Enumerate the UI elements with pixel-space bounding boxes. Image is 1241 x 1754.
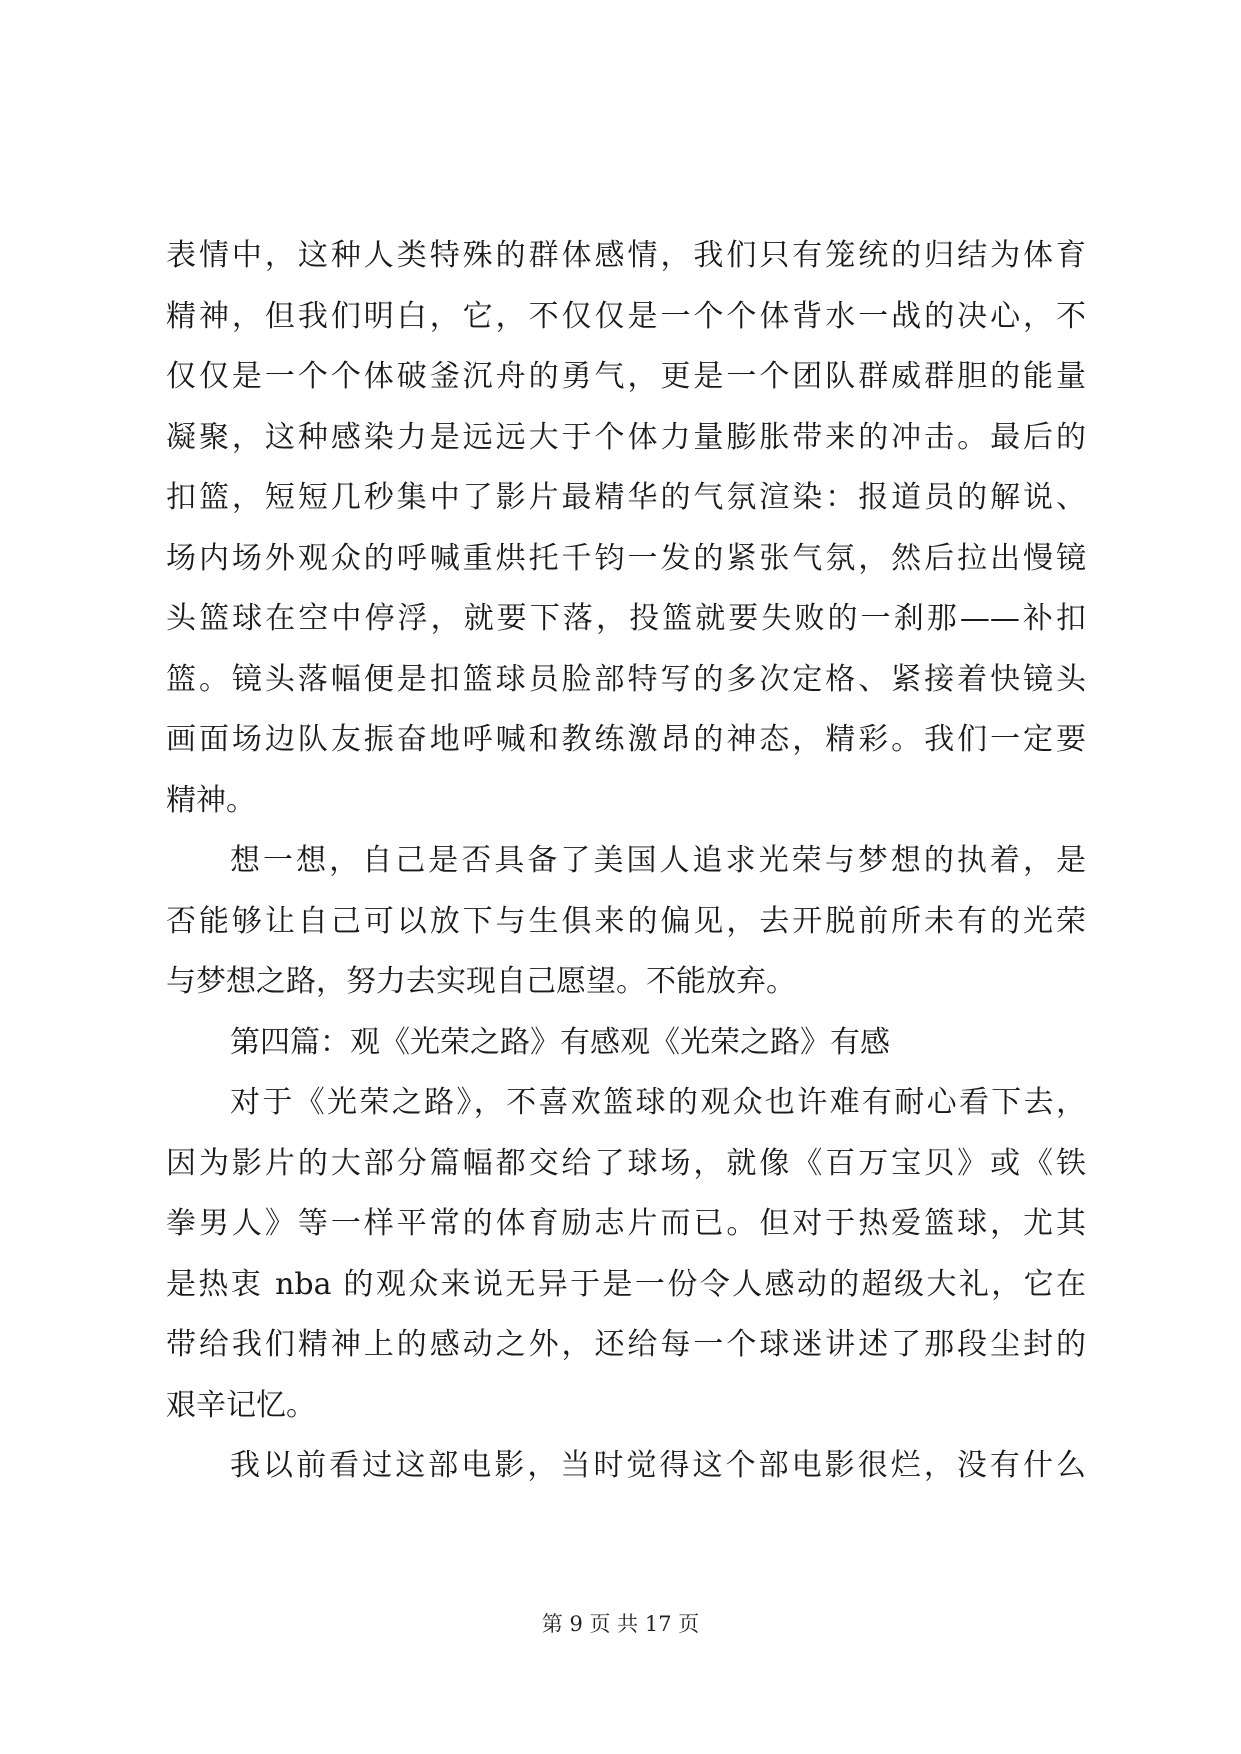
text-line: 拳男人》等一样平常的体育励志片而已。但对于热爱篮球，尤其 bbox=[166, 1206, 1086, 1241]
text-line: 我以前看过这部电影，当时觉得这个部电影很烂，没有什么 bbox=[230, 1448, 1086, 1483]
text-line: 与梦想之路，努力去实现自己愿望。不能放弃。 bbox=[166, 964, 796, 999]
text-line: 因为影片的大部分篇幅都交给了球场，就像《百万宝贝》或《铁 bbox=[166, 1145, 1086, 1181]
text-line: 篮。镜头落幅便是扣篮球员脸部特写的多次定格、紧接着快镜头 bbox=[166, 661, 1086, 697]
section-heading bbox=[166, 1013, 1086, 1074]
text-line: 否能够让自己可以放下与生俱来的偏见，去开脱前所未有的光荣 bbox=[166, 903, 1086, 939]
text-line: 扣篮，短短几秒集中了影片最精华的气氛渲染：报道员的解说、 bbox=[166, 480, 1086, 515]
text-line: 表情中，这种人类特殊的群体感情，我们只有笼统的归结为体育 bbox=[166, 238, 1086, 273]
text-line: 是热衷 nba 的观众来说无异于是一份令人感动的超级大礼，它在 bbox=[166, 1266, 1086, 1302]
paragraph-5 bbox=[166, 1436, 1086, 1497]
text-line: 画面场边队友振奋地呼喊和教练激昂的神态，精彩。我们一定要 bbox=[166, 722, 1086, 757]
text-line: 凝聚，这种感染力是远远大于个体力量膨胀带来的冲击。最后的 bbox=[166, 419, 1086, 455]
text-line: 精神。 bbox=[166, 782, 256, 818]
page-number-footer: 第 9 页 共 17 页 bbox=[541, 1612, 700, 1636]
text-line: 想一想，自己是否具备了美国人追求光荣与梦想的执着，是 bbox=[230, 843, 1086, 878]
paragraph-4 bbox=[166, 1073, 1086, 1436]
paragraph-1 bbox=[166, 226, 1086, 831]
document-body bbox=[166, 226, 1086, 1497]
text-line: 头篮球在空中停浮，就要下落，投篮就要失败的一刹那——补扣 bbox=[166, 601, 1086, 636]
text-line: 艰辛记忆。 bbox=[166, 1387, 316, 1423]
text-line: 精神，但我们明白，它，不仅仅是一个个体背水一战的决心，不 bbox=[166, 298, 1086, 334]
text-line: 对于《光荣之路》，不喜欢篮球的观众也许难有耐心看下去， bbox=[230, 1085, 1086, 1120]
heading-line: 第四篇：观《光荣之路》有感观《光荣之路》有感 bbox=[230, 1024, 890, 1060]
text-line: 场内场外观众的呼喊重烘托千钧一发的紧张气氛，然后拉出慢镜 bbox=[166, 540, 1086, 576]
text-line: 仅仅是一个个体破釜沉舟的勇气，更是一个团队群威群胆的能量 bbox=[166, 359, 1086, 394]
paragraph-2 bbox=[166, 831, 1086, 1013]
text-line: 带给我们精神上的感动之外，还给每一个球迷讲述了那段尘封的 bbox=[166, 1327, 1086, 1362]
